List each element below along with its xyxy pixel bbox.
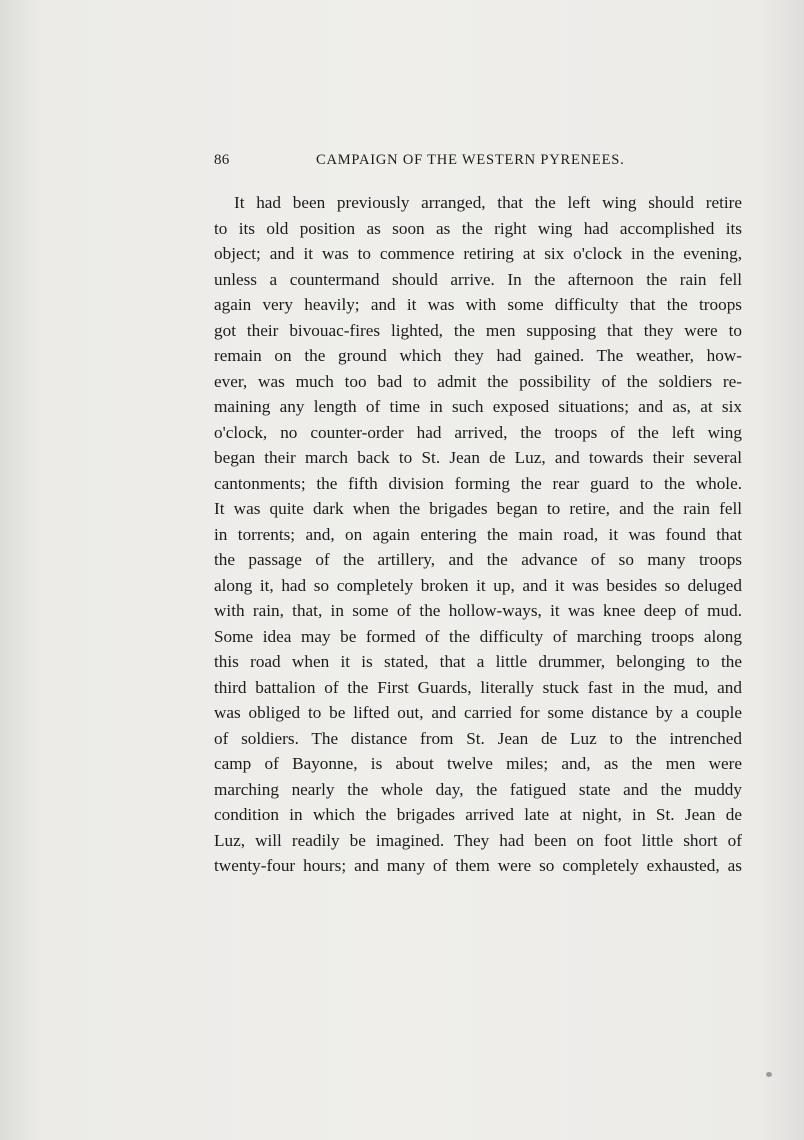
text-line: of soldiers. The distance from St. Jean de Luz to the intrenched [214, 728, 742, 748]
body-text [214, 190, 742, 879]
text-line: It was quite dark when the brigades began to retire, and the rain fell [214, 499, 742, 518]
running-head: CAMPAIGN OF THE WESTERN PYRENEES. [316, 152, 625, 168]
text-line: It had been previously arranged, that the left wing should retire [234, 193, 742, 212]
text-line: with rain, that, in some of the hollow-ways, it was knee deep of mud. [214, 601, 742, 620]
text-line: the passage of the artillery, and the advance of so many troops [214, 550, 742, 569]
text-line: cantonments; the fifth division forming the rear guard to the whole. [214, 473, 742, 493]
text-line: in torrents; and, on again entering the main road, it was found that [214, 524, 742, 544]
text-line: was obliged to be lifted out, and carried for some distance by a couple [214, 703, 742, 722]
text-line: twenty-four hours; and many of them were so completely exhausted, as [214, 856, 742, 875]
page-header [214, 152, 742, 176]
text-line: got their bivouac-fires lighted, the men supposing that they were to [214, 320, 742, 340]
text-line: o'clock, no counter-order had arrived, the troops of the left wing [214, 422, 742, 442]
text-line: Some idea may be formed of the difficulty of marching troops along [214, 626, 742, 646]
text-line: began their march back to St. Jean de Luz, and towards their several [214, 448, 742, 467]
text-line: object; and it was to commence retiring at six o'clock in the evening, [214, 244, 742, 263]
text-line: marching nearly the whole day, the fatigued state and the muddy [214, 779, 742, 799]
text-line: camp of Bayonne, is about twelve miles; and, as the men were [214, 754, 742, 773]
text-line: maining any length of time in such exposed situations; and as, at six [214, 397, 742, 416]
text-line: third battalion of the First Guards, literally stuck fast in the mud, and [214, 677, 742, 697]
text-line: condition in which the brigades arrived late at night, in St. Jean de [214, 805, 742, 824]
page-number: 86 [214, 152, 230, 168]
text-line: this road when it is stated, that a little drummer, belonging to the [214, 652, 742, 671]
text-line: Luz, will readily be imagined. They had been on foot little short of [214, 830, 742, 850]
text-line: again very heavily; and it was with some difficulty that the troops [214, 295, 742, 314]
text-line: to its old position as soon as the right wing had accomplished its [214, 218, 742, 238]
text-line: ever, was much too bad to admit the possibility of the soldiers re- [214, 371, 742, 391]
paper-speck [766, 1072, 772, 1077]
text-line: along it, had so completely broken it up, and it was besides so deluged [214, 575, 742, 595]
text-line: remain on the ground which they had gained. The weather, how- [214, 346, 742, 365]
text-line: unless a countermand should arrive. In the afternoon the rain fell [214, 269, 742, 289]
